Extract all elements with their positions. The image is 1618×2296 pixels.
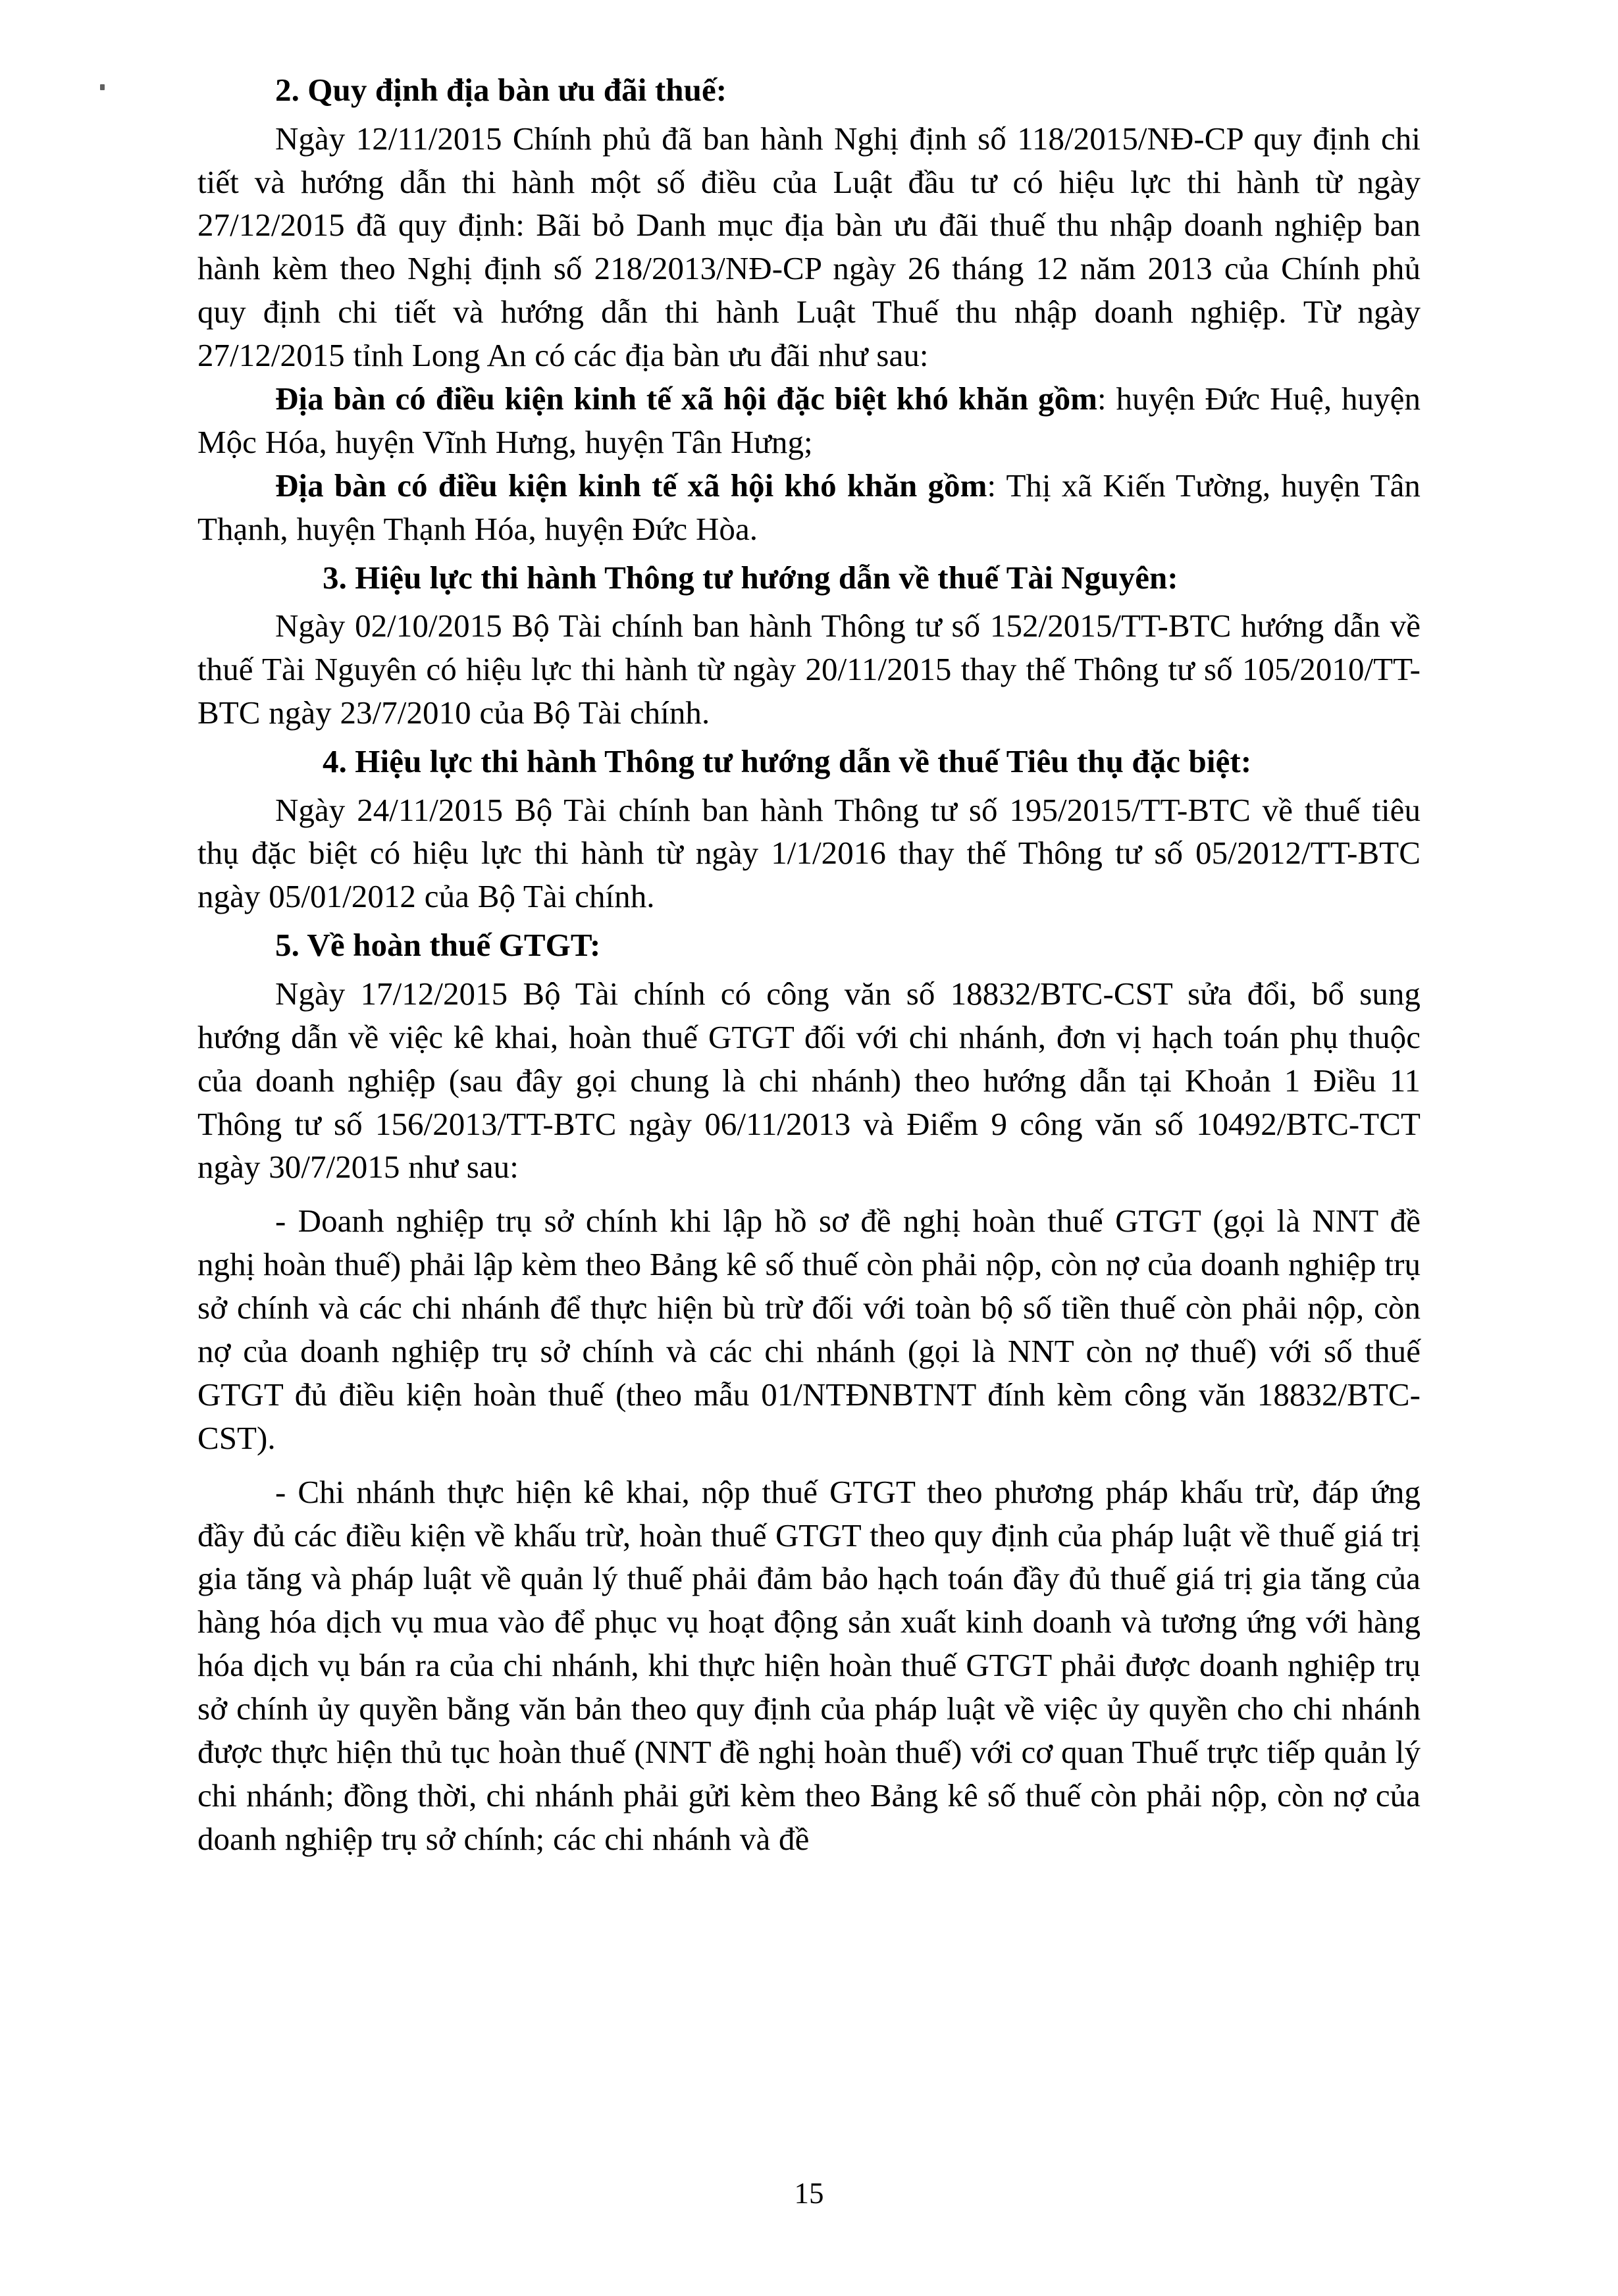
spacer <box>197 1460 1421 1471</box>
section-3-paragraph-1: Ngày 02/10/2015 Bộ Tài chính ban hành Thông tư số 152/2015/TT-BTC hướng dẫn về thuế Tài Nguyên có hiệu lực thi hành từ ngày 20/11/2015 thay thế Thông tư số 105/2010/TT-BTC ngày 23/7/2010 của Bộ Tài chính. <box>197 608 1421 731</box>
section-5-bullet-2: - Chi nhánh thực hiện kê khai, nộp thuế GTGT theo phương pháp khấu trừ, đáp ứng đầy đủ các điều kiện về khấu trừ, hoàn thuế GTGT theo quy định của pháp luật về thuế giá trị gia tăng và pháp luật về quản lý thuế phải đảm bảo hạch toán đầy đủ thuế giá trị gia tăng của hàng hóa dịch vụ mua vào để phục vụ hoạt động sản xuất kinh doanh và tương ứng với hàng hóa dịch vụ bán ra của chi nhánh, khi thực hiện hoàn thuế GTGT phải được doanh nghiệp trụ sở chính ủy quyền bằng văn bản theo quy định của pháp luật về việc ủy quyền cho chi nhánh được thực hiện thủ tục hoàn thuế (NNT đề nghị hoàn thuế) với cơ quan Thuế trực tiếp quản lý chi nhánh; đồng thời, chi nhánh phải gửi kèm theo Bảng kê số thuế còn phải nộp, còn nợ của doanh nghiệp trụ sở chính; các chi nhánh và đề <box>197 1473 1421 1857</box>
difficult-areas-list: : Thị xã Kiến Tường, huyện Tân Thạnh, huyện Thạnh Hóa, huyện Đức Hòa. <box>197 467 1421 547</box>
spacer <box>197 599 1421 604</box>
special-difficult-areas-list: : huyện Đức Huệ, huyện Mộc Hóa, huyện Vĩnh Hưng, huyện Tân Hưng; <box>197 380 1421 460</box>
section-5-paragraph-1: Ngày 17/12/2015 Bộ Tài chính có công văn số 18832/BTC-CST sửa đổi, bổ sung hướng dẫn về việc kê khai, hoàn thuế GTGT đối với chi nhánh, đơn vị hạch toán phụ thuộc của doanh nghiệp (sau đây gọi chung là chi nhánh) theo hướng dẫn tại Khoản 1 Điều 11 Thông tư số 156/2013/TT-BTC ngày 06/11/2013 và Điểm 9 công văn số 10492/BTC-TCT ngày 30/7/2015 như sau: <box>197 975 1421 1186</box>
section-5-bullet-1: - Doanh nghiệp trụ sở chính khi lập hồ sơ đề nghị hoàn thuế GTGT (gọi là NNT đề nghị hoàn thuế) phải lập kèm theo Bảng kê số thuế còn phải nộp, còn nợ của doanh nghiệp trụ sở chính và các chi nhánh để thực hiện bù trừ đối với toàn bộ số tiền thuế còn phải nộp, còn nợ của doanh nghiệp trụ sở chính và các chi nhánh (gọi là NNT còn nợ thuế) với số thuế GTGT đủ điều kiện hoàn thuế (theo mẫu 01/NTĐNBTNT đính kèm công văn 18832/BTC-CST). <box>197 1203 1421 1456</box>
section-2-paragraph-2 <box>197 377 1421 464</box>
spacer <box>197 112 1421 117</box>
special-difficult-areas-label: Địa bàn có điều kiện kinh tế xã hội đặc biệt khó khăn gồm <box>275 380 1098 417</box>
section-2-paragraph-3 <box>197 464 1421 551</box>
text-column <box>197 68 1421 1861</box>
section-heading-5: 5. Về hoàn thuế GTGT: <box>275 927 601 964</box>
spacer <box>197 735 1421 740</box>
spacer <box>197 551 1421 556</box>
spacer <box>197 783 1421 789</box>
spacer <box>197 918 1421 924</box>
spacer <box>197 1189 1421 1199</box>
section-heading-3: 3. Hiệu lực thi hành Thông tư hướng dẫn về thuế Tài Nguyên: <box>323 559 1178 596</box>
difficult-areas-label: Địa bàn có điều kiện kinh tế xã hội khó khăn gồm <box>275 467 987 504</box>
section-2-paragraph-1: Ngày 12/11/2015 Chính phủ đã ban hành Nghị định số 118/2015/NĐ-CP quy định chi tiết và hướng dẫn thi hành một số điều của Luật đầu tư có hiệu lực thi hành từ ngày 27/12/2015 đã quy định: Bãi bỏ Danh mục địa bàn ưu đãi thuế thu nhập doanh nghiệp ban hành kèm theo Nghị định số 218/2013/NĐ-CP ngày 26 tháng 12 năm 2013 của Chính phủ quy định chi tiết và hướng dẫn thi hành Luật Thuế thu nhập doanh nghiệp. Từ ngày 27/12/2015 tỉnh Long An có các địa bàn ưu đãi như sau: <box>197 120 1421 374</box>
section-4-paragraph-1: Ngày 24/11/2015 Bộ Tài chính ban hành Thông tư số 195/2015/TT-BTC về thuế tiêu thụ đặc biệt có hiệu lực thi hành từ ngày 1/1/2016 thay thế Thông tư số 05/2012/TT-BTC ngày 05/01/2012 của Bộ Tài chính. <box>197 791 1421 915</box>
section-heading-2: 2. Quy định địa bàn ưu đãi thuế: <box>275 72 727 108</box>
section-heading-4: 4. Hiệu lực thi hành Thông tư hướng dẫn về thuế Tiêu thụ đặc biệt: <box>323 743 1252 779</box>
spacer <box>197 967 1421 972</box>
page-number: 15 <box>794 2177 824 2210</box>
